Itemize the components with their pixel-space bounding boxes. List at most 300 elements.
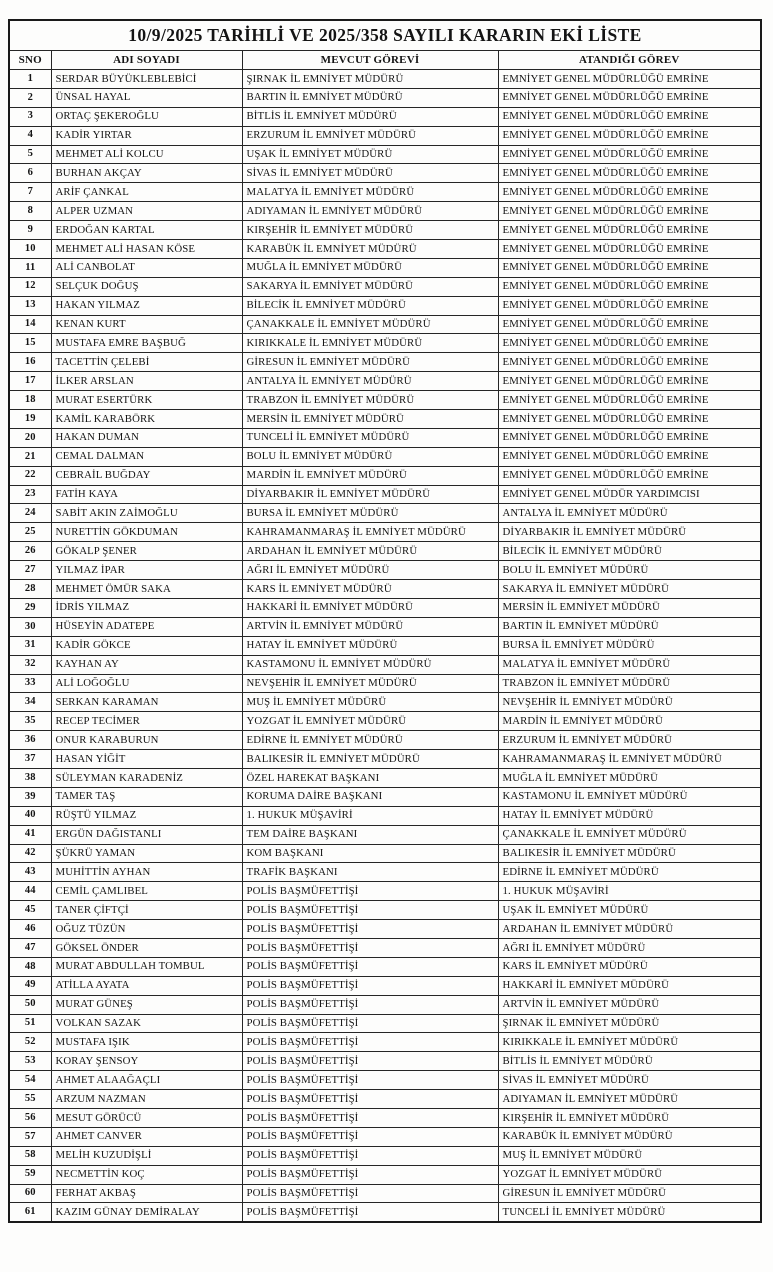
cell-sno: 6 — [9, 164, 51, 183]
table-row — [9, 391, 761, 410]
cell-current-position: ANTALYA İL EMNİYET MÜDÜRÜ — [242, 372, 498, 391]
table-row — [9, 825, 761, 844]
cell-appointed-position: BİTLİS İL EMNİYET MÜDÜRÜ — [498, 1052, 761, 1071]
table-row — [9, 693, 761, 712]
cell-name: CEMAL DALMAN — [51, 447, 242, 466]
cell-sno: 23 — [9, 485, 51, 504]
cell-sno: 12 — [9, 277, 51, 296]
cell-current-position: BARTIN İL EMNİYET MÜDÜRÜ — [242, 88, 498, 107]
cell-appointed-position: EMNİYET GENEL MÜDÜRLÜĞÜ EMRİNE — [498, 164, 761, 183]
cell-name: NECMETTİN KOÇ — [51, 1165, 242, 1184]
cell-appointed-position: BİLECİK İL EMNİYET MÜDÜRÜ — [498, 542, 761, 561]
table-row — [9, 88, 761, 107]
cell-current-position: MUŞ İL EMNİYET MÜDÜRÜ — [242, 693, 498, 712]
cell-sno: 37 — [9, 750, 51, 769]
cell-appointed-position: SİVAS İL EMNİYET MÜDÜRÜ — [498, 1071, 761, 1090]
cell-current-position: POLİS BAŞMÜFETTİŞİ — [242, 901, 498, 920]
table-row — [9, 447, 761, 466]
column-header-current-position: MEVCUT GÖREVİ — [242, 51, 498, 70]
cell-current-position: UŞAK İL EMNİYET MÜDÜRÜ — [242, 145, 498, 164]
table-row — [9, 1014, 761, 1033]
cell-sno: 33 — [9, 674, 51, 693]
cell-appointed-position: EMNİYET GENEL MÜDÜRLÜĞÜ EMRİNE — [498, 202, 761, 221]
cell-current-position: POLİS BAŞMÜFETTİŞİ — [242, 1108, 498, 1127]
cell-appointed-position: BOLU İL EMNİYET MÜDÜRÜ — [498, 561, 761, 580]
table-row — [9, 296, 761, 315]
cell-appointed-position: BURSA İL EMNİYET MÜDÜRÜ — [498, 636, 761, 655]
cell-appointed-position: AĞRI İL EMNİYET MÜDÜRÜ — [498, 938, 761, 957]
cell-sno: 52 — [9, 1033, 51, 1052]
cell-name: KENAN KURT — [51, 315, 242, 334]
cell-current-position: TRAFİK BAŞKANI — [242, 863, 498, 882]
cell-name: ARİF ÇANKAL — [51, 183, 242, 202]
title-row — [9, 20, 761, 51]
cell-sno: 38 — [9, 768, 51, 787]
cell-appointed-position: EMNİYET GENEL MÜDÜRLÜĞÜ EMRİNE — [498, 183, 761, 202]
cell-current-position: TUNCELİ İL EMNİYET MÜDÜRÜ — [242, 428, 498, 447]
cell-appointed-position: EMNİYET GENEL MÜDÜRLÜĞÜ EMRİNE — [498, 447, 761, 466]
cell-appointed-position: ARDAHAN İL EMNİYET MÜDÜRÜ — [498, 920, 761, 939]
cell-current-position: POLİS BAŞMÜFETTİŞİ — [242, 1203, 498, 1222]
cell-sno: 43 — [9, 863, 51, 882]
cell-appointed-position: KIRIKKALE İL EMNİYET MÜDÜRÜ — [498, 1033, 761, 1052]
table-body — [9, 70, 761, 1223]
cell-appointed-position: BARTIN İL EMNİYET MÜDÜRÜ — [498, 617, 761, 636]
table-row — [9, 107, 761, 126]
cell-name: AHMET CANVER — [51, 1127, 242, 1146]
cell-sno: 56 — [9, 1108, 51, 1127]
table-row — [9, 674, 761, 693]
table-row — [9, 1127, 761, 1146]
cell-sno: 40 — [9, 806, 51, 825]
cell-name: FATİH KAYA — [51, 485, 242, 504]
table-row — [9, 938, 761, 957]
cell-name: MUHİTTİN AYHAN — [51, 863, 242, 882]
table-row — [9, 258, 761, 277]
table-row — [9, 712, 761, 731]
table-row — [9, 353, 761, 372]
cell-current-position: POLİS BAŞMÜFETTİŞİ — [242, 1071, 498, 1090]
cell-appointed-position: EMNİYET GENEL MÜDÜRLÜĞÜ EMRİNE — [498, 391, 761, 410]
cell-current-position: POLİS BAŞMÜFETTİŞİ — [242, 1052, 498, 1071]
table-row — [9, 542, 761, 561]
table-row — [9, 277, 761, 296]
table-row — [9, 844, 761, 863]
table-row — [9, 1203, 761, 1222]
cell-name: İLKER ARSLAN — [51, 372, 242, 391]
cell-name: MELİH KUZUDİŞLİ — [51, 1146, 242, 1165]
table-row — [9, 372, 761, 391]
table-row — [9, 995, 761, 1014]
cell-current-position: TRABZON İL EMNİYET MÜDÜRÜ — [242, 391, 498, 410]
cell-appointed-position: ÇANAKKALE İL EMNİYET MÜDÜRÜ — [498, 825, 761, 844]
table-row — [9, 334, 761, 353]
cell-sno: 3 — [9, 107, 51, 126]
cell-sno: 48 — [9, 957, 51, 976]
cell-name: MEHMET ÖMÜR SAKA — [51, 580, 242, 599]
table-row — [9, 1146, 761, 1165]
table-row — [9, 428, 761, 447]
table-row — [9, 787, 761, 806]
cell-current-position: ADIYAMAN İL EMNİYET MÜDÜRÜ — [242, 202, 498, 221]
cell-appointed-position: EMNİYET GENEL MÜDÜRLÜĞÜ EMRİNE — [498, 258, 761, 277]
cell-name: MEHMET ALİ KOLCU — [51, 145, 242, 164]
cell-sno: 60 — [9, 1184, 51, 1203]
cell-name: ATİLLA AYATA — [51, 976, 242, 995]
cell-name: MURAT ESERTÜRK — [51, 391, 242, 410]
cell-appointed-position: TUNCELİ İL EMNİYET MÜDÜRÜ — [498, 1203, 761, 1222]
cell-current-position: NEVŞEHİR İL EMNİYET MÜDÜRÜ — [242, 674, 498, 693]
cell-sno: 41 — [9, 825, 51, 844]
cell-name: SERKAN KARAMAN — [51, 693, 242, 712]
cell-appointed-position: MALATYA İL EMNİYET MÜDÜRÜ — [498, 655, 761, 674]
cell-current-position: AĞRI İL EMNİYET MÜDÜRÜ — [242, 561, 498, 580]
cell-name: SELÇUK DOĞUŞ — [51, 277, 242, 296]
cell-appointed-position: UŞAK İL EMNİYET MÜDÜRÜ — [498, 901, 761, 920]
table-row — [9, 580, 761, 599]
cell-current-position: KARS İL EMNİYET MÜDÜRÜ — [242, 580, 498, 599]
cell-appointed-position: EMNİYET GENEL MÜDÜRLÜĞÜ EMRİNE — [498, 88, 761, 107]
cell-name: ALİ CANBOLAT — [51, 258, 242, 277]
cell-appointed-position: MUŞ İL EMNİYET MÜDÜRÜ — [498, 1146, 761, 1165]
cell-current-position: KIRŞEHİR İL EMNİYET MÜDÜRÜ — [242, 221, 498, 240]
cell-appointed-position: ERZURUM İL EMNİYET MÜDÜRÜ — [498, 731, 761, 750]
cell-sno: 25 — [9, 523, 51, 542]
cell-sno: 57 — [9, 1127, 51, 1146]
cell-sno: 58 — [9, 1146, 51, 1165]
cell-name: HASAN YİĞİT — [51, 750, 242, 769]
cell-name: BURHAN AKÇAY — [51, 164, 242, 183]
cell-name: MUSTAFA IŞIK — [51, 1033, 242, 1052]
cell-name: MURAT GÜNEŞ — [51, 995, 242, 1014]
table-row — [9, 617, 761, 636]
table-row — [9, 976, 761, 995]
cell-name: ÜNSAL HAYAL — [51, 88, 242, 107]
table-row — [9, 957, 761, 976]
cell-name: SERDAR BÜYÜKLEBLEBİCİ — [51, 70, 242, 89]
table-row — [9, 1108, 761, 1127]
cell-current-position: 1. HUKUK MÜŞAVİRİ — [242, 806, 498, 825]
cell-appointed-position: KARABÜK İL EMNİYET MÜDÜRÜ — [498, 1127, 761, 1146]
cell-current-position: KAHRAMANMARAŞ İL EMNİYET MÜDÜRÜ — [242, 523, 498, 542]
cell-current-position: ARTVİN İL EMNİYET MÜDÜRÜ — [242, 617, 498, 636]
cell-appointed-position: ARTVİN İL EMNİYET MÜDÜRÜ — [498, 995, 761, 1014]
cell-sno: 26 — [9, 542, 51, 561]
cell-current-position: BURSA İL EMNİYET MÜDÜRÜ — [242, 504, 498, 523]
cell-sno: 49 — [9, 976, 51, 995]
appointments-table — [8, 19, 762, 1223]
cell-current-position: POLİS BAŞMÜFETTİŞİ — [242, 976, 498, 995]
cell-sno: 55 — [9, 1090, 51, 1109]
cell-sno: 46 — [9, 920, 51, 939]
cell-appointed-position: SAKARYA İL EMNİYET MÜDÜRÜ — [498, 580, 761, 599]
cell-sno: 9 — [9, 221, 51, 240]
cell-sno: 15 — [9, 334, 51, 353]
cell-name: AHMET ALAAĞAÇLI — [51, 1071, 242, 1090]
cell-sno: 20 — [9, 428, 51, 447]
cell-current-position: POLİS BAŞMÜFETTİŞİ — [242, 882, 498, 901]
cell-name: MEHMET ALİ HASAN KÖSE — [51, 240, 242, 259]
cell-sno: 13 — [9, 296, 51, 315]
cell-sno: 18 — [9, 391, 51, 410]
cell-current-position: POLİS BAŞMÜFETTİŞİ — [242, 920, 498, 939]
table-row — [9, 485, 761, 504]
cell-current-position: POLİS BAŞMÜFETTİŞİ — [242, 1165, 498, 1184]
cell-name: SABİT AKIN ZAİMOĞLU — [51, 504, 242, 523]
table-row — [9, 164, 761, 183]
cell-sno: 30 — [9, 617, 51, 636]
cell-sno: 17 — [9, 372, 51, 391]
cell-appointed-position: EMNİYET GENEL MÜDÜRLÜĞÜ EMRİNE — [498, 296, 761, 315]
cell-current-position: SAKARYA İL EMNİYET MÜDÜRÜ — [242, 277, 498, 296]
cell-sno: 61 — [9, 1203, 51, 1222]
table-row — [9, 636, 761, 655]
cell-sno: 11 — [9, 258, 51, 277]
cell-appointed-position: EMNİYET GENEL MÜDÜRLÜĞÜ EMRİNE — [498, 410, 761, 429]
table-row — [9, 240, 761, 259]
table-row — [9, 806, 761, 825]
cell-appointed-position: EMNİYET GENEL MÜDÜRLÜĞÜ EMRİNE — [498, 126, 761, 145]
cell-name: ALİ LOĞOĞLU — [51, 674, 242, 693]
cell-sno: 28 — [9, 580, 51, 599]
cell-appointed-position: KARS İL EMNİYET MÜDÜRÜ — [498, 957, 761, 976]
cell-current-position: KORUMA DAİRE BAŞKANI — [242, 787, 498, 806]
cell-current-position: POLİS BAŞMÜFETTİŞİ — [242, 1090, 498, 1109]
cell-current-position: POLİS BAŞMÜFETTİŞİ — [242, 938, 498, 957]
cell-name: HÜSEYİN ADATEPE — [51, 617, 242, 636]
cell-appointed-position: ŞIRNAK İL EMNİYET MÜDÜRÜ — [498, 1014, 761, 1033]
table-row — [9, 221, 761, 240]
cell-appointed-position: MARDİN İL EMNİYET MÜDÜRÜ — [498, 712, 761, 731]
cell-appointed-position: EMNİYET GENEL MÜDÜRLÜĞÜ EMRİNE — [498, 334, 761, 353]
cell-sno: 53 — [9, 1052, 51, 1071]
cell-name: ALPER UZMAN — [51, 202, 242, 221]
cell-sno: 45 — [9, 901, 51, 920]
cell-name: KADİR GÖKCE — [51, 636, 242, 655]
cell-appointed-position: EMNİYET GENEL MÜDÜRLÜĞÜ EMRİNE — [498, 145, 761, 164]
table-row — [9, 1165, 761, 1184]
cell-appointed-position: EMNİYET GENEL MÜDÜRLÜĞÜ EMRİNE — [498, 466, 761, 485]
cell-sno: 44 — [9, 882, 51, 901]
cell-current-position: HAKKARİ İL EMNİYET MÜDÜRÜ — [242, 598, 498, 617]
cell-appointed-position: GİRESUN İL EMNİYET MÜDÜRÜ — [498, 1184, 761, 1203]
cell-current-position: EDİRNE İL EMNİYET MÜDÜRÜ — [242, 731, 498, 750]
cell-sno: 22 — [9, 466, 51, 485]
cell-name: KADİR YIRTAR — [51, 126, 242, 145]
table-row — [9, 1052, 761, 1071]
cell-appointed-position: EMNİYET GENEL MÜDÜRLÜĞÜ EMRİNE — [498, 315, 761, 334]
cell-name: MURAT ABDULLAH TOMBUL — [51, 957, 242, 976]
cell-sno: 19 — [9, 410, 51, 429]
cell-appointed-position: 1. HUKUK MÜŞAVİRİ — [498, 882, 761, 901]
cell-name: TAMER TAŞ — [51, 787, 242, 806]
cell-current-position: POLİS BAŞMÜFETTİŞİ — [242, 1014, 498, 1033]
cell-name: KAYHAN AY — [51, 655, 242, 674]
cell-appointed-position: HAKKARİ İL EMNİYET MÜDÜRÜ — [498, 976, 761, 995]
cell-sno: 29 — [9, 598, 51, 617]
cell-sno: 47 — [9, 938, 51, 957]
cell-current-position: ŞIRNAK İL EMNİYET MÜDÜRÜ — [242, 70, 498, 89]
cell-current-position: POLİS BAŞMÜFETTİŞİ — [242, 1146, 498, 1165]
cell-sno: 51 — [9, 1014, 51, 1033]
cell-appointed-position: MUĞLA İL EMNİYET MÜDÜRÜ — [498, 768, 761, 787]
cell-sno: 8 — [9, 202, 51, 221]
cell-appointed-position: ADIYAMAN İL EMNİYET MÜDÜRÜ — [498, 1090, 761, 1109]
cell-current-position: POLİS BAŞMÜFETTİŞİ — [242, 1184, 498, 1203]
cell-sno: 16 — [9, 353, 51, 372]
cell-sno: 1 — [9, 70, 51, 89]
cell-name: KORAY ŞENSOY — [51, 1052, 242, 1071]
cell-name: ARZUM NAZMAN — [51, 1090, 242, 1109]
cell-current-position: KARABÜK İL EMNİYET MÜDÜRÜ — [242, 240, 498, 259]
table-row — [9, 466, 761, 485]
cell-name: ŞÜKRÜ YAMAN — [51, 844, 242, 863]
table-row — [9, 768, 761, 787]
document-title: 10/9/2025 TARİHLİ VE 2025/358 SAYILI KARARIN EKİ LİSTE — [9, 20, 761, 51]
cell-current-position: POLİS BAŞMÜFETTİŞİ — [242, 957, 498, 976]
table-row — [9, 70, 761, 89]
cell-appointed-position: TRABZON İL EMNİYET MÜDÜRÜ — [498, 674, 761, 693]
header-row — [9, 51, 761, 70]
cell-current-position: KASTAMONU İL EMNİYET MÜDÜRÜ — [242, 655, 498, 674]
cell-sno: 4 — [9, 126, 51, 145]
column-header-appointed-position: ATANDIĞI GÖREV — [498, 51, 761, 70]
table-row — [9, 882, 761, 901]
cell-current-position: ÇANAKKALE İL EMNİYET MÜDÜRÜ — [242, 315, 498, 334]
cell-name: RECEP TECİMER — [51, 712, 242, 731]
table-row — [9, 750, 761, 769]
cell-appointed-position: EMNİYET GENEL MÜDÜRLÜĞÜ EMRİNE — [498, 221, 761, 240]
cell-name: NURETTİN GÖKDUMAN — [51, 523, 242, 542]
cell-current-position: KIRIKKALE İL EMNİYET MÜDÜRÜ — [242, 334, 498, 353]
cell-current-position: BOLU İL EMNİYET MÜDÜRÜ — [242, 447, 498, 466]
cell-appointed-position: MERSİN İL EMNİYET MÜDÜRÜ — [498, 598, 761, 617]
cell-name: FERHAT AKBAŞ — [51, 1184, 242, 1203]
cell-current-position: BİLECİK İL EMNİYET MÜDÜRÜ — [242, 296, 498, 315]
cell-name: RÜŞTÜ YILMAZ — [51, 806, 242, 825]
cell-appointed-position: KASTAMONU İL EMNİYET MÜDÜRÜ — [498, 787, 761, 806]
table-row — [9, 126, 761, 145]
table-row — [9, 523, 761, 542]
table-row — [9, 410, 761, 429]
table-row — [9, 145, 761, 164]
cell-current-position: MALATYA İL EMNİYET MÜDÜRÜ — [242, 183, 498, 202]
cell-appointed-position: KAHRAMANMARAŞ İL EMNİYET MÜDÜRÜ — [498, 750, 761, 769]
cell-sno: 2 — [9, 88, 51, 107]
table-row — [9, 561, 761, 580]
cell-name: İDRİS YILMAZ — [51, 598, 242, 617]
table-row — [9, 731, 761, 750]
cell-appointed-position: BALIKESİR İL EMNİYET MÜDÜRÜ — [498, 844, 761, 863]
cell-sno: 36 — [9, 731, 51, 750]
cell-sno: 14 — [9, 315, 51, 334]
cell-appointed-position: ANTALYA İL EMNİYET MÜDÜRÜ — [498, 504, 761, 523]
cell-appointed-position: EMNİYET GENEL MÜDÜRLÜĞÜ EMRİNE — [498, 372, 761, 391]
cell-current-position: KOM BAŞKANI — [242, 844, 498, 863]
cell-name: ERDOĞAN KARTAL — [51, 221, 242, 240]
cell-name: ONUR KARABURUN — [51, 731, 242, 750]
cell-name: HAKAN DUMAN — [51, 428, 242, 447]
cell-current-position: SİVAS İL EMNİYET MÜDÜRÜ — [242, 164, 498, 183]
cell-sno: 59 — [9, 1165, 51, 1184]
table-row — [9, 1184, 761, 1203]
cell-current-position: MARDİN İL EMNİYET MÜDÜRÜ — [242, 466, 498, 485]
cell-name: CEMİL ÇAMLIBEL — [51, 882, 242, 901]
table-row — [9, 504, 761, 523]
cell-name: YILMAZ İPAR — [51, 561, 242, 580]
cell-sno: 24 — [9, 504, 51, 523]
column-header-sno: SNO — [9, 51, 51, 70]
cell-sno: 10 — [9, 240, 51, 259]
cell-name: ERGÜN DAĞISTANLI — [51, 825, 242, 844]
table-row — [9, 1090, 761, 1109]
table-row — [9, 183, 761, 202]
table-row — [9, 863, 761, 882]
cell-name: OĞUZ TÜZÜN — [51, 920, 242, 939]
table-row — [9, 920, 761, 939]
cell-appointed-position: EMNİYET GENEL MÜDÜRLÜĞÜ EMRİNE — [498, 353, 761, 372]
cell-sno: 42 — [9, 844, 51, 863]
cell-appointed-position: EMNİYET GENEL MÜDÜRLÜĞÜ EMRİNE — [498, 70, 761, 89]
cell-name: MUSTAFA EMRE BAŞBUĞ — [51, 334, 242, 353]
cell-appointed-position: YOZGAT İL EMNİYET MÜDÜRÜ — [498, 1165, 761, 1184]
table-row — [9, 202, 761, 221]
table-row — [9, 1071, 761, 1090]
cell-name: GÖKALP ŞENER — [51, 542, 242, 561]
cell-current-position: HATAY İL EMNİYET MÜDÜRÜ — [242, 636, 498, 655]
cell-name: TANER ÇİFTÇİ — [51, 901, 242, 920]
cell-current-position: GİRESUN İL EMNİYET MÜDÜRÜ — [242, 353, 498, 372]
cell-name: HAKAN YILMAZ — [51, 296, 242, 315]
cell-current-position: MUĞLA İL EMNİYET MÜDÜRÜ — [242, 258, 498, 277]
cell-name: KAMİL KARABÖRK — [51, 410, 242, 429]
table-row — [9, 315, 761, 334]
cell-name: MESUT GÖRÜCÜ — [51, 1108, 242, 1127]
table-row — [9, 598, 761, 617]
cell-sno: 50 — [9, 995, 51, 1014]
cell-current-position: POLİS BAŞMÜFETTİŞİ — [242, 1127, 498, 1146]
cell-current-position: DİYARBAKIR İL EMNİYET MÜDÜRÜ — [242, 485, 498, 504]
cell-current-position: POLİS BAŞMÜFETTİŞİ — [242, 995, 498, 1014]
cell-sno: 27 — [9, 561, 51, 580]
cell-appointed-position: KIRŞEHİR İL EMNİYET MÜDÜRÜ — [498, 1108, 761, 1127]
cell-name: KAZIM GÜNAY DEMİRALAY — [51, 1203, 242, 1222]
cell-name: SÜLEYMAN KARADENİZ — [51, 768, 242, 787]
cell-appointed-position: EMNİYET GENEL MÜDÜRLÜĞÜ EMRİNE — [498, 107, 761, 126]
cell-current-position: ÖZEL HAREKAT BAŞKANI — [242, 768, 498, 787]
cell-current-position: BİTLİS İL EMNİYET MÜDÜRÜ — [242, 107, 498, 126]
cell-appointed-position: NEVŞEHİR İL EMNİYET MÜDÜRÜ — [498, 693, 761, 712]
cell-appointed-position: EMNİYET GENEL MÜDÜRLÜĞÜ EMRİNE — [498, 277, 761, 296]
cell-sno: 7 — [9, 183, 51, 202]
table-row — [9, 901, 761, 920]
cell-name: ORTAÇ ŞEKEROĞLU — [51, 107, 242, 126]
cell-sno: 35 — [9, 712, 51, 731]
cell-name: TACETTİN ÇELEBİ — [51, 353, 242, 372]
cell-appointed-position: DİYARBAKIR İL EMNİYET MÜDÜRÜ — [498, 523, 761, 542]
cell-current-position: ERZURUM İL EMNİYET MÜDÜRÜ — [242, 126, 498, 145]
cell-name: VOLKAN SAZAK — [51, 1014, 242, 1033]
cell-sno: 21 — [9, 447, 51, 466]
cell-appointed-position: EMNİYET GENEL MÜDÜR YARDIMCISI — [498, 485, 761, 504]
cell-current-position: TEM DAİRE BAŞKANI — [242, 825, 498, 844]
table-row — [9, 655, 761, 674]
cell-sno: 39 — [9, 787, 51, 806]
cell-sno: 54 — [9, 1071, 51, 1090]
cell-appointed-position: HATAY İL EMNİYET MÜDÜRÜ — [498, 806, 761, 825]
cell-appointed-position: EMNİYET GENEL MÜDÜRLÜĞÜ EMRİNE — [498, 240, 761, 259]
column-header-name: ADI SOYADI — [51, 51, 242, 70]
